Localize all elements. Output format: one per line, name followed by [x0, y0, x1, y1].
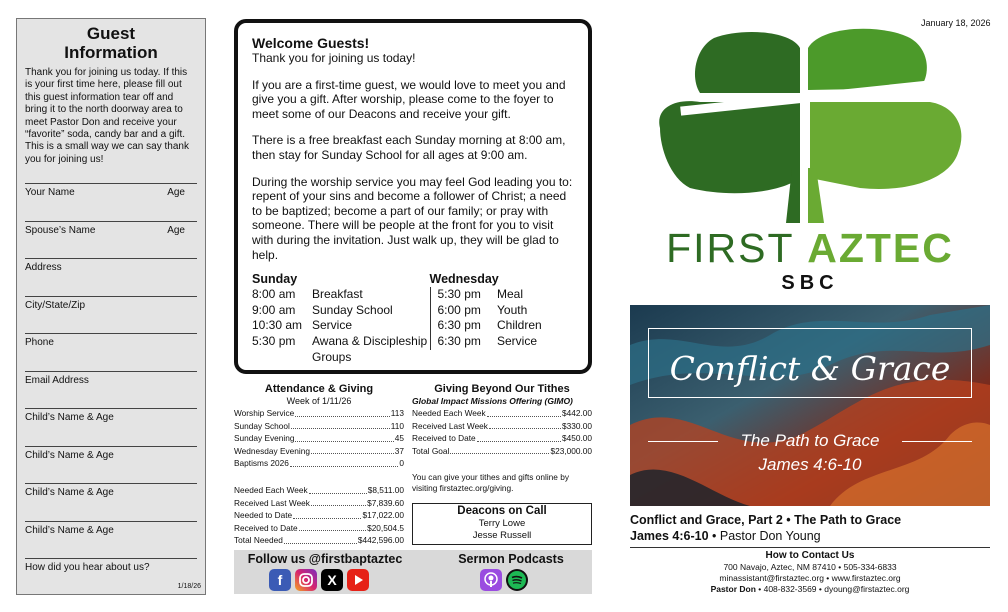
leader-dots: [450, 445, 549, 455]
contact-pastor: Pastor Don • 408-832-3569 • dyoung@firstaztec.org: [710, 584, 910, 594]
schedule-time: 6:30 pm: [437, 333, 481, 348]
deacons-title: Deacons on Call: [457, 505, 547, 517]
contact-title: How to Contact Us: [765, 550, 855, 561]
guest-form-field[interactable]: [25, 483, 197, 521]
wednesday-schedule-row: [430, 318, 542, 334]
field-label: Child’s Name & Age: [25, 487, 114, 498]
schedule-event: Service: [312, 318, 353, 333]
ledger-row: [234, 420, 404, 433]
deacon-name: Jesse Russell: [472, 530, 532, 541]
contact-section: [630, 547, 990, 595]
schedule-time: 10:30 am: [252, 318, 303, 333]
field-label: Email Address: [25, 374, 89, 386]
ledger-value: $442.00: [562, 408, 592, 418]
field-label: City/State/Zip: [25, 299, 86, 311]
guest-form-field[interactable]: [25, 183, 197, 221]
church-affiliation: SBC: [781, 272, 839, 294]
facebook-icon[interactable]: f: [269, 569, 291, 591]
ledger-row: [234, 534, 404, 547]
ledger-value: $20,504.5: [367, 522, 404, 533]
ledger-value: 45: [394, 433, 404, 443]
schedule-time: 6:00 pm: [437, 302, 481, 317]
ledger-label: Total Goal: [412, 445, 450, 456]
field-label: Phone: [25, 337, 54, 348]
budget-section: [234, 484, 404, 547]
schedule-time: 5:30 pm: [437, 287, 481, 302]
leader-dots: [299, 522, 366, 532]
deacon-name: Terry Lowe: [478, 518, 526, 529]
guest-form-field[interactable]: [25, 371, 197, 409]
schedule-event: Sunday School: [312, 302, 393, 317]
schedule-time: 9:00 am: [252, 302, 296, 317]
contact-address: 700 Navajo, Aztec, NM 87410 • 505-334-6833: [723, 562, 897, 572]
guest-form-field[interactable]: [25, 258, 197, 296]
ledger-row: [412, 420, 592, 433]
sermon-title: Conflict and Grace, Part 2 • The Path to Grace: [630, 513, 902, 527]
series-title: Conflict & Grace: [669, 349, 951, 388]
ledger-row: [412, 445, 592, 458]
field-age-label: Age: [167, 224, 185, 236]
guest-card-date: 1/18/26: [177, 583, 201, 590]
leader-dots: [477, 432, 561, 442]
ledger-value: 0: [399, 458, 404, 468]
wednesday-schedule: [430, 272, 561, 365]
guest-info-card: [16, 18, 206, 595]
footer-bar: [234, 550, 592, 594]
leader-dots: [295, 407, 390, 417]
sermon-info: [630, 512, 990, 544]
sunday-schedule: [252, 272, 430, 365]
welcome-thanks: Thank you for joining us today!: [252, 51, 416, 65]
welcome-box: [234, 19, 592, 374]
welcome-gift-text: If you are a first-time guest, we would love to meet you and give you a gift. After worship, please come to the foyer to meet some of our Deacons and receive your gift.: [252, 77, 566, 121]
ledger-label: Needed to Date: [234, 510, 293, 520]
ledger-label: Wednesday Evening: [234, 445, 310, 456]
ledger-value: $330.00: [562, 420, 592, 431]
ledger-label: Received Last Week: [234, 497, 310, 508]
guest-title: Guest Information: [64, 24, 158, 62]
sunday-schedule-row: [252, 318, 430, 334]
ledger-row: [234, 445, 404, 458]
guest-form-field[interactable]: [25, 446, 197, 484]
ledger-value: $17,022.00: [362, 510, 404, 520]
schedule: [252, 272, 574, 365]
guest-form-field[interactable]: [25, 333, 197, 371]
leader-dots: [309, 484, 367, 494]
series-scripture: James 4:6-10: [758, 455, 862, 474]
church-name-aztec: AZTEC: [807, 225, 954, 271]
church-name: FIRST AZTEC: [666, 225, 954, 271]
spotify-icon[interactable]: [506, 569, 528, 591]
wednesday-schedule-row: [430, 334, 542, 350]
leader-dots: [487, 407, 561, 417]
ledger-value: $442,596.00: [357, 535, 404, 545]
ledger-value: $7,839.60: [367, 497, 404, 508]
contact-web: minassistant@firstaztec.org • www.firstaztec.org: [719, 573, 901, 583]
sunday-title: Sunday: [252, 272, 298, 287]
attendance-section: [234, 383, 404, 470]
field-label: Child’s Name & Age: [25, 449, 114, 461]
wednesday-title: Wednesday: [429, 272, 499, 287]
ledger-value: $8,511.00: [367, 485, 404, 495]
field-label: Your Name: [25, 187, 75, 198]
guest-form-field[interactable]: [25, 558, 197, 596]
ledger-row: [234, 497, 404, 510]
field-label: Child’s Name & Age: [25, 412, 114, 423]
attendance-title: Attendance & Giving: [264, 383, 374, 395]
follow-us-label: Follow us @firstbaptaztec: [247, 552, 403, 566]
guest-form-field[interactable]: [25, 221, 197, 259]
ledger-row: [234, 522, 404, 535]
schedule-time: 6:30 pm: [437, 318, 481, 333]
ledger-label: Needed Each Week: [234, 485, 308, 495]
wednesday-schedule-row: [430, 303, 542, 319]
schedule-time: 8:00 am: [252, 287, 296, 302]
sunday-schedule-row: [252, 287, 430, 303]
schedule-event: Service: [497, 333, 538, 348]
ledger-label: Worship Service: [234, 408, 295, 418]
podcast-icon[interactable]: [480, 569, 502, 591]
ledger-label: Received Last Week: [412, 420, 488, 431]
ledger-row: [412, 407, 592, 420]
sermon-podcasts-label: Sermon Podcasts: [458, 552, 564, 566]
ledger-label: Total Needed: [234, 535, 283, 545]
field-label: How did you hear about us?: [25, 562, 150, 573]
leader-dots: [293, 509, 361, 519]
welcome-invitation-text: During the worship service you may feel God leading you to: repent of your sins and become a follower of Christ; a need to be baptized; become a part of our family; or pray with someone. There will be people at the front for you to visit with during the invitation. Just walk up, they will be glad to help.: [252, 174, 573, 262]
leader-dots: [311, 445, 394, 455]
bulletin-date: January 18, 2026: [921, 18, 991, 28]
ledger-row: [234, 457, 404, 470]
ledger-label: Sunday Evening: [234, 433, 295, 443]
instagram-icon[interactable]: [295, 569, 317, 591]
ledger-value: $450.00: [562, 433, 592, 443]
leader-dots: [291, 420, 390, 430]
schedule-event: Meal: [497, 287, 524, 302]
ledger-value: $23,000.00: [550, 445, 592, 456]
ledger-label: Received to Date: [412, 433, 476, 443]
welcome-breakfast-text: There is a free breakfast each Sunday morning at 8:00 am, then stay for Sunday School for all ages at 9:00 am.: [252, 133, 566, 162]
sunday-schedule-row: [252, 303, 430, 319]
youtube-icon[interactable]: [347, 569, 369, 591]
ledger-label: Baptisms 2026: [234, 458, 289, 468]
ledger-row: [234, 509, 404, 522]
leader-dots: [311, 497, 366, 507]
wednesday-schedule-row: [430, 287, 542, 303]
leader-dots: [290, 457, 398, 467]
ledger-value: 113: [390, 408, 404, 418]
schedule-event: Youth: [497, 302, 528, 317]
sunday-schedule-row: [252, 334, 430, 365]
leader-dots: [284, 534, 357, 544]
ledger-value: 110: [390, 420, 404, 431]
guest-intro: Thank you for joining us today. If this is your first time here, please fill out this guest information tear off and bring it to the north doorway area to meet Pastor Don and receive your “favorite” soda, candy bar and a gift. This is a small way we can say thank you for joining us!: [25, 67, 189, 165]
deacons-box: [412, 503, 592, 545]
schedule-event: Children: [497, 318, 542, 333]
series-subtitle: The Path to Grace: [740, 431, 880, 450]
ledger-row: [412, 432, 592, 445]
x-icon[interactable]: X: [321, 569, 343, 591]
welcome-heading: Welcome Guests!: [252, 35, 370, 51]
ledger-label: Needed Each Week: [412, 408, 486, 418]
ledger-label: Received to Date: [234, 522, 298, 533]
field-label: Child’s Name & Age: [25, 524, 114, 536]
guest-form-field[interactable]: [25, 408, 197, 446]
guest-form-fields: [25, 183, 197, 596]
field-age-label: Age: [167, 187, 185, 198]
sermon-series-banner: [630, 305, 990, 506]
guest-form-field[interactable]: [25, 521, 197, 559]
field-label: Spouse’s Name: [25, 224, 96, 236]
gimo-title: Giving Beyond Our Tithes: [434, 383, 570, 395]
ledger-label: Sunday School: [234, 420, 290, 431]
leader-dots: [295, 432, 393, 442]
leader-dots: [489, 420, 561, 430]
ledger-row: [234, 432, 404, 445]
gimo-section: [412, 383, 592, 457]
field-label: Address: [25, 262, 62, 273]
guest-form-field[interactable]: [25, 296, 197, 334]
online-giving-text: You can give your tithes and gifts online by visiting firstaztec.org/giving.: [412, 472, 569, 493]
ledger-value: 37: [394, 445, 404, 456]
schedule-event: Awana & Discipleship Groups: [312, 333, 428, 364]
gimo-subtitle: Global Impact Missions Offering (GIMO): [412, 396, 573, 406]
sermon-reference: James 4:6-10 • Pastor Don Young: [630, 529, 821, 543]
schedule-time: 5:30 pm: [252, 333, 296, 348]
tree-cross-logo: [650, 18, 970, 230]
ledger-row: [234, 407, 404, 420]
attendance-week: Week of 1/11/26: [286, 396, 352, 406]
ledger-row: [234, 484, 404, 497]
schedule-event: Breakfast: [312, 287, 363, 302]
